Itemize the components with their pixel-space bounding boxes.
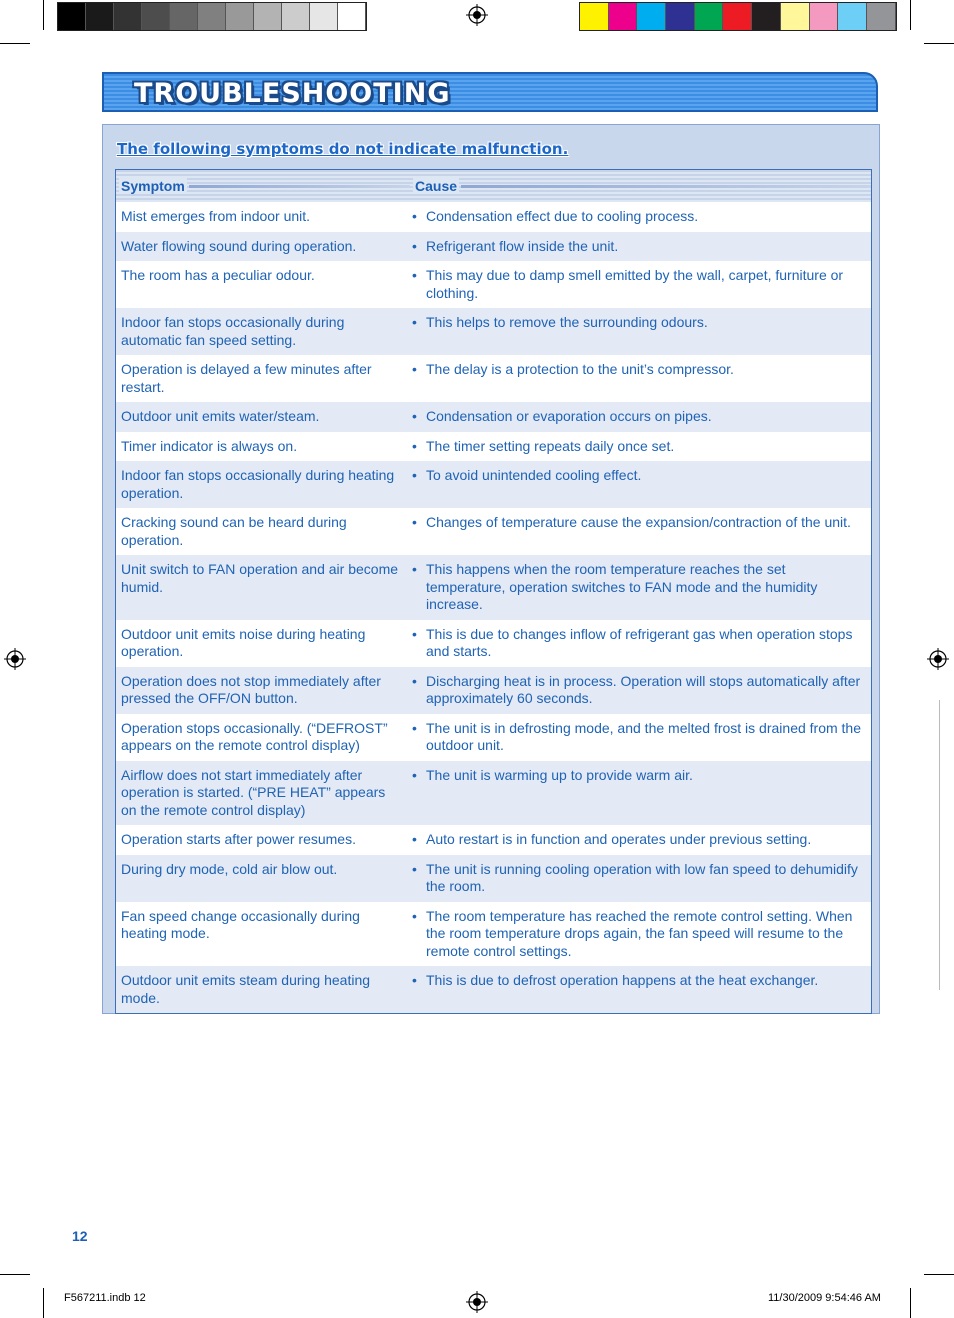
crop-mark bbox=[924, 1274, 954, 1275]
gray-swatch bbox=[310, 3, 338, 30]
symptom-cell: Outdoor unit emits noise during heating operation. bbox=[121, 625, 366, 659]
gray-swatch bbox=[254, 3, 282, 30]
crop-mark bbox=[924, 43, 954, 44]
registration-mark-icon bbox=[927, 648, 949, 670]
cause-cell bbox=[410, 761, 871, 826]
cause-text: The timer setting repeats daily once set. bbox=[426, 437, 675, 454]
cause-cell bbox=[410, 261, 871, 308]
symptom-cell: Cracking sound can be heard during operation. bbox=[121, 514, 347, 548]
bullet-icon: • bbox=[412, 766, 417, 783]
symptom-cell: The room has a peculiar odour. bbox=[121, 267, 315, 283]
cause-text: Discharging heat is in process. Operation will stops automatically after approximately 60 seconds. bbox=[426, 672, 861, 706]
symptom-cell: Timer indicator is always on. bbox=[121, 437, 298, 454]
bullet-icon: • bbox=[412, 672, 417, 689]
bullet-icon: • bbox=[412, 514, 417, 530]
cause-cell bbox=[410, 461, 871, 508]
bullet-icon: • bbox=[412, 361, 417, 377]
bullet-icon: • bbox=[412, 561, 417, 577]
symptom-cell: Operation starts after power resumes. bbox=[121, 831, 356, 847]
table-row bbox=[116, 432, 871, 462]
cause-text: The unit is running cooling operation with low fan speed to dehumidify the room. bbox=[426, 860, 858, 894]
symptom-cell: Unit switch to FAN operation and air become humid. bbox=[121, 561, 399, 595]
cause-header-label: Cause bbox=[415, 178, 458, 194]
color-swatch bbox=[723, 3, 752, 30]
cause-cell bbox=[410, 714, 871, 761]
cause-text: This is due to changes inflow of refrigerant gas when operation stops and starts. bbox=[426, 625, 853, 659]
cause-cell bbox=[410, 555, 871, 620]
table-header bbox=[116, 170, 871, 202]
table-row bbox=[116, 261, 871, 308]
table-row bbox=[116, 461, 871, 508]
cause-text: Auto restart is in function and operates under previous setting. bbox=[426, 831, 812, 847]
cause-text: The room temperature has reached the remote control setting. When the room temperature drops again, the fan speed will resume to the remote control settings. bbox=[426, 907, 853, 959]
bullet-icon: • bbox=[412, 972, 417, 988]
color-swatch bbox=[637, 3, 666, 30]
symptom-cell: Outdoor unit emits steam during heating mode. bbox=[121, 972, 371, 1006]
cause-cell bbox=[410, 825, 871, 855]
registration-mark-icon bbox=[4, 648, 26, 670]
cause-text: This may due to damp smell emitted by the wall, carpet, furniture or clothing. bbox=[426, 267, 844, 301]
color-swatch bbox=[609, 3, 638, 30]
crop-mark bbox=[43, 1288, 44, 1318]
table-row bbox=[116, 202, 871, 232]
cause-text: This is due to defrost operation happens at the heat exchanger. bbox=[426, 972, 819, 988]
table-row bbox=[116, 966, 871, 1013]
symptom-cell: Operation stops occasionally. (“DEFROST” appears on the remote control display) bbox=[121, 719, 388, 753]
cause-cell bbox=[410, 308, 871, 355]
header-rule bbox=[461, 185, 871, 188]
crop-mark bbox=[0, 43, 30, 44]
symptom-header bbox=[116, 178, 410, 194]
gray-swatch bbox=[198, 3, 226, 30]
cause-text: This happens when the room temperature reaches the set temperature, operation switches to FAN mode and the humidity increase. bbox=[426, 561, 818, 612]
symptom-cell: Outdoor unit emits water/steam. bbox=[121, 408, 320, 424]
cause-text: The unit is warming up to provide warm air. bbox=[426, 766, 693, 783]
cause-cell bbox=[410, 232, 871, 262]
cause-cell bbox=[410, 202, 871, 232]
table-row bbox=[116, 902, 871, 967]
cause-header bbox=[410, 178, 871, 194]
table-row bbox=[116, 508, 871, 555]
symptom-cell: Operation does not stop immediately after pressed the OFF/ON button. bbox=[121, 672, 381, 706]
cause-text: Condensation effect due to cooling process. bbox=[426, 208, 699, 224]
bullet-icon: • bbox=[412, 625, 417, 642]
bullet-icon: • bbox=[412, 719, 417, 736]
gray-swatch bbox=[114, 3, 142, 30]
cause-text: Condensation or evaporation occurs on pipes. bbox=[426, 408, 712, 424]
bullet-icon: • bbox=[412, 208, 417, 224]
symptom-cell: Operation is delayed a few minutes after restart. bbox=[121, 361, 372, 395]
gray-swatch bbox=[282, 3, 310, 30]
color-swatch bbox=[752, 3, 781, 30]
color-swatch bbox=[810, 3, 839, 30]
page-number: 12 bbox=[72, 1228, 88, 1244]
footer-datetime: 11/30/2009 9:54:46 AM bbox=[768, 1292, 881, 1304]
title-banner bbox=[102, 72, 878, 112]
cause-text: The unit is in defrosting mode, and the melted frost is drained from the outdoor unit. bbox=[426, 719, 862, 753]
registration-mark-icon bbox=[466, 1291, 488, 1313]
symptom-cell: Fan speed change occasionally during heating mode. bbox=[121, 907, 360, 941]
header-rule bbox=[189, 185, 410, 188]
cause-text: Refrigerant flow inside the unit. bbox=[426, 237, 619, 254]
gray-swatch bbox=[170, 3, 198, 30]
cause-cell bbox=[410, 966, 871, 1013]
crop-mark bbox=[910, 1288, 911, 1318]
cause-cell bbox=[410, 620, 871, 667]
bullet-icon: • bbox=[412, 467, 417, 483]
page-title: TROUBLESHOOTING bbox=[134, 78, 451, 109]
margin-guide-line bbox=[939, 700, 940, 990]
bullet-icon: • bbox=[412, 408, 417, 424]
color-swatch bbox=[867, 3, 896, 30]
gray-swatch bbox=[58, 3, 86, 30]
symptom-cell: Water flowing sound during operation. bbox=[121, 237, 357, 254]
gray-swatch bbox=[226, 3, 254, 30]
color-swatch bbox=[666, 3, 695, 30]
color-calibration-bar bbox=[579, 2, 897, 31]
grayscale-calibration-bar bbox=[57, 2, 367, 31]
troubleshooting-panel bbox=[102, 124, 880, 1014]
symptom-cell: Mist emerges from indoor unit. bbox=[121, 208, 311, 224]
symptom-cell: Airflow does not start immediately after operation is started. (“PRE HEAT” appears on the remote control display) bbox=[121, 766, 386, 818]
footer-file: F567211.indb 12 bbox=[64, 1292, 146, 1304]
crop-mark bbox=[43, 0, 44, 30]
table-row bbox=[116, 855, 871, 902]
cause-cell bbox=[410, 508, 871, 555]
table-row bbox=[116, 355, 871, 402]
cause-cell bbox=[410, 432, 871, 462]
bullet-icon: • bbox=[412, 267, 417, 283]
gray-swatch bbox=[142, 3, 170, 30]
cause-cell bbox=[410, 667, 871, 714]
crop-mark bbox=[910, 0, 911, 30]
cause-cell bbox=[410, 902, 871, 967]
cause-cell bbox=[410, 402, 871, 432]
table-row bbox=[116, 555, 871, 620]
table-row bbox=[116, 620, 871, 667]
symptom-cell: During dry mode, cold air blow out. bbox=[121, 860, 338, 877]
table-row bbox=[116, 667, 871, 714]
bullet-icon: • bbox=[412, 437, 417, 454]
cause-cell bbox=[410, 355, 871, 402]
color-swatch bbox=[695, 3, 724, 30]
color-swatch bbox=[838, 3, 867, 30]
table-row bbox=[116, 714, 871, 761]
color-swatch bbox=[781, 3, 810, 30]
table-row bbox=[116, 402, 871, 432]
crop-mark bbox=[0, 1274, 30, 1275]
cause-text: To avoid unintended cooling effect. bbox=[426, 467, 642, 483]
registration-mark-icon bbox=[466, 4, 488, 26]
cause-text: The delay is a protection to the unit’s compressor. bbox=[426, 361, 734, 377]
symptom-cause-table bbox=[115, 169, 872, 1014]
table-row bbox=[116, 308, 871, 355]
bullet-icon: • bbox=[412, 860, 417, 877]
gray-swatch bbox=[86, 3, 114, 30]
symptom-header-label: Symptom bbox=[121, 178, 185, 194]
table-row bbox=[116, 232, 871, 262]
symptom-cell: Indoor fan stops occasionally during automatic fan speed setting. bbox=[121, 314, 345, 348]
cause-text: This helps to remove the surrounding odours. bbox=[426, 314, 708, 330]
table-row bbox=[116, 825, 871, 855]
cause-cell bbox=[410, 855, 871, 902]
symptom-cell: Indoor fan stops occasionally during heating operation. bbox=[121, 467, 395, 501]
color-swatch bbox=[580, 3, 609, 30]
bullet-icon: • bbox=[412, 237, 417, 254]
gray-swatch bbox=[338, 3, 366, 30]
bullet-icon: • bbox=[412, 314, 417, 330]
bullet-icon: • bbox=[412, 907, 417, 924]
section-subtitle: The following symptoms do not indicate malfunction. bbox=[117, 140, 569, 158]
cause-text: Changes of temperature cause the expansion/contraction of the unit. bbox=[426, 514, 851, 530]
bullet-icon: • bbox=[412, 831, 417, 847]
table-row bbox=[116, 761, 871, 826]
table-body bbox=[116, 202, 871, 1013]
